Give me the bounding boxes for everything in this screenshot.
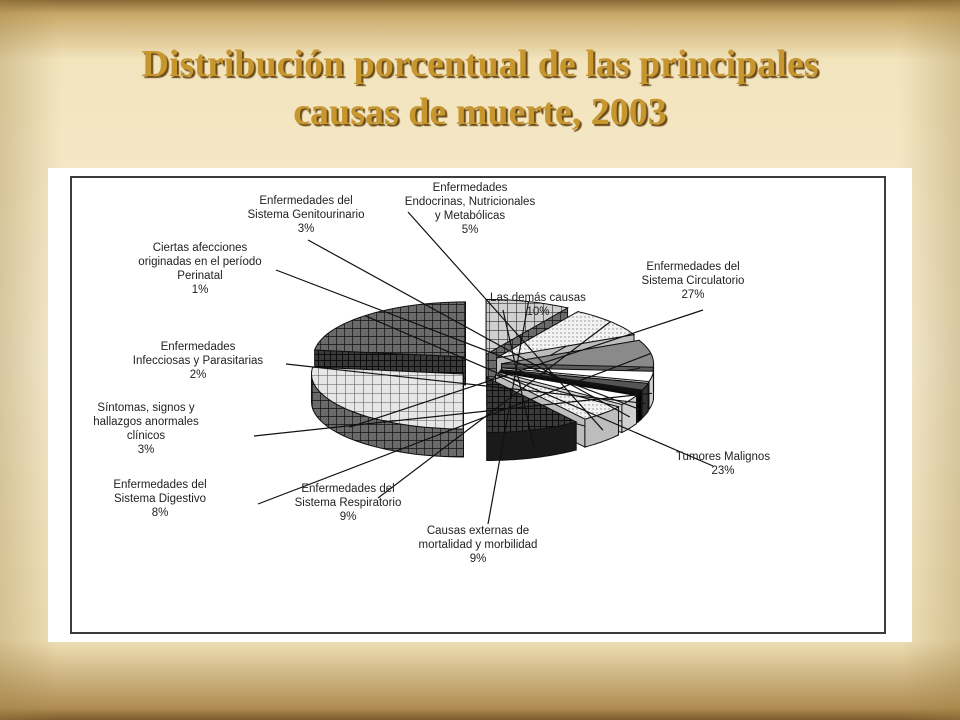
pie-label-value: 1% [191, 284, 209, 296]
pie-label-sintomas-signos-y-hallazgos-anormales-clinicos [76, 401, 216, 457]
pie-label-text: Síntomas, signos y [97, 402, 195, 414]
pie-label-value: 3% [297, 223, 315, 235]
pie-label-enfermedades-del-sistema-digestivo [95, 478, 225, 520]
pie-label-enfermedades-del-sistema-respiratorio [278, 482, 418, 524]
pie-label-value: 23% [711, 465, 735, 477]
pie-label-value: 5% [461, 224, 479, 236]
pie-label-text: Sistema Circulatorio [641, 275, 745, 287]
pie-label-value: 8% [151, 507, 169, 519]
pie-label-text: Sistema Respiratorio [294, 497, 402, 509]
pie-label-value: 2% [189, 369, 207, 381]
pie-label-text: Perinatal [177, 270, 223, 282]
slide-title-line-1: Distribución porcentual de las principales [141, 43, 819, 85]
pie-label-las-demas-causas [478, 291, 598, 319]
pie-label-ciertas-afecciones-originadas-en-el-periodo-perinatal [130, 241, 270, 297]
pie-label-text: Sistema Digestivo [113, 493, 207, 505]
pie-label-text: y Metabólicas [434, 210, 506, 222]
pie-label-text: Endocrinas, Nutricionales [404, 196, 536, 208]
pie-label-value: 3% [137, 444, 155, 456]
pie-label-value: 27% [681, 289, 705, 301]
pie-label-enfermedades-del-sistema-circulatorio [618, 260, 768, 302]
pie-label-text: Sistema Genitourinario [247, 209, 365, 221]
pie-label-enfermedades-del-sistema-genitourinario [246, 194, 366, 236]
slide-title [0, 40, 960, 136]
pie-label-text: Enfermedades del [646, 261, 740, 273]
pie-label-tumores-malignos [658, 450, 788, 478]
pie-slice-side [638, 391, 642, 422]
pie-label-text: Ciertas afecciones [152, 242, 248, 254]
pie-label-text: Infecciosas y Parasitarias [132, 355, 264, 367]
pie-label-text: Enfermedades del [301, 483, 395, 495]
pie-slice-top [315, 302, 466, 357]
pie-label-causas-externas-de-mortalidad-y-morbilidad [398, 524, 558, 566]
chart-panel [48, 168, 912, 642]
pie-label-text: Las demás causas [490, 292, 586, 304]
pie-label-text: Enfermedades [160, 341, 236, 353]
pie-label-text: mortalidad y morbilidad [418, 539, 538, 551]
pie-label-text: clínicos [126, 430, 166, 442]
pie-label-text: hallazgos anormales [93, 416, 199, 428]
pie-label-enfermedades-endocrinas-nutricionales-y-metabolicas [400, 181, 540, 237]
pie-label-enfermedades-infecciosas-y-parasitarias [123, 340, 273, 382]
pie-label-text: Enfermedades del [259, 195, 353, 207]
pie-label-text: Enfermedades del [113, 479, 207, 491]
pie-label-value: 9% [469, 553, 487, 565]
pie-label-value: 10% [526, 306, 550, 318]
slide-title-line-2: causas de muerte, 2003 [293, 91, 667, 133]
pie-label-text: Causas externas de [426, 525, 530, 537]
pie-label-text: originadas en el período [138, 256, 262, 268]
pie-label-text: Tumores Malignos [675, 451, 771, 463]
pie-label-text: Enfermedades [432, 182, 508, 194]
pie-label-value: 9% [339, 511, 357, 523]
